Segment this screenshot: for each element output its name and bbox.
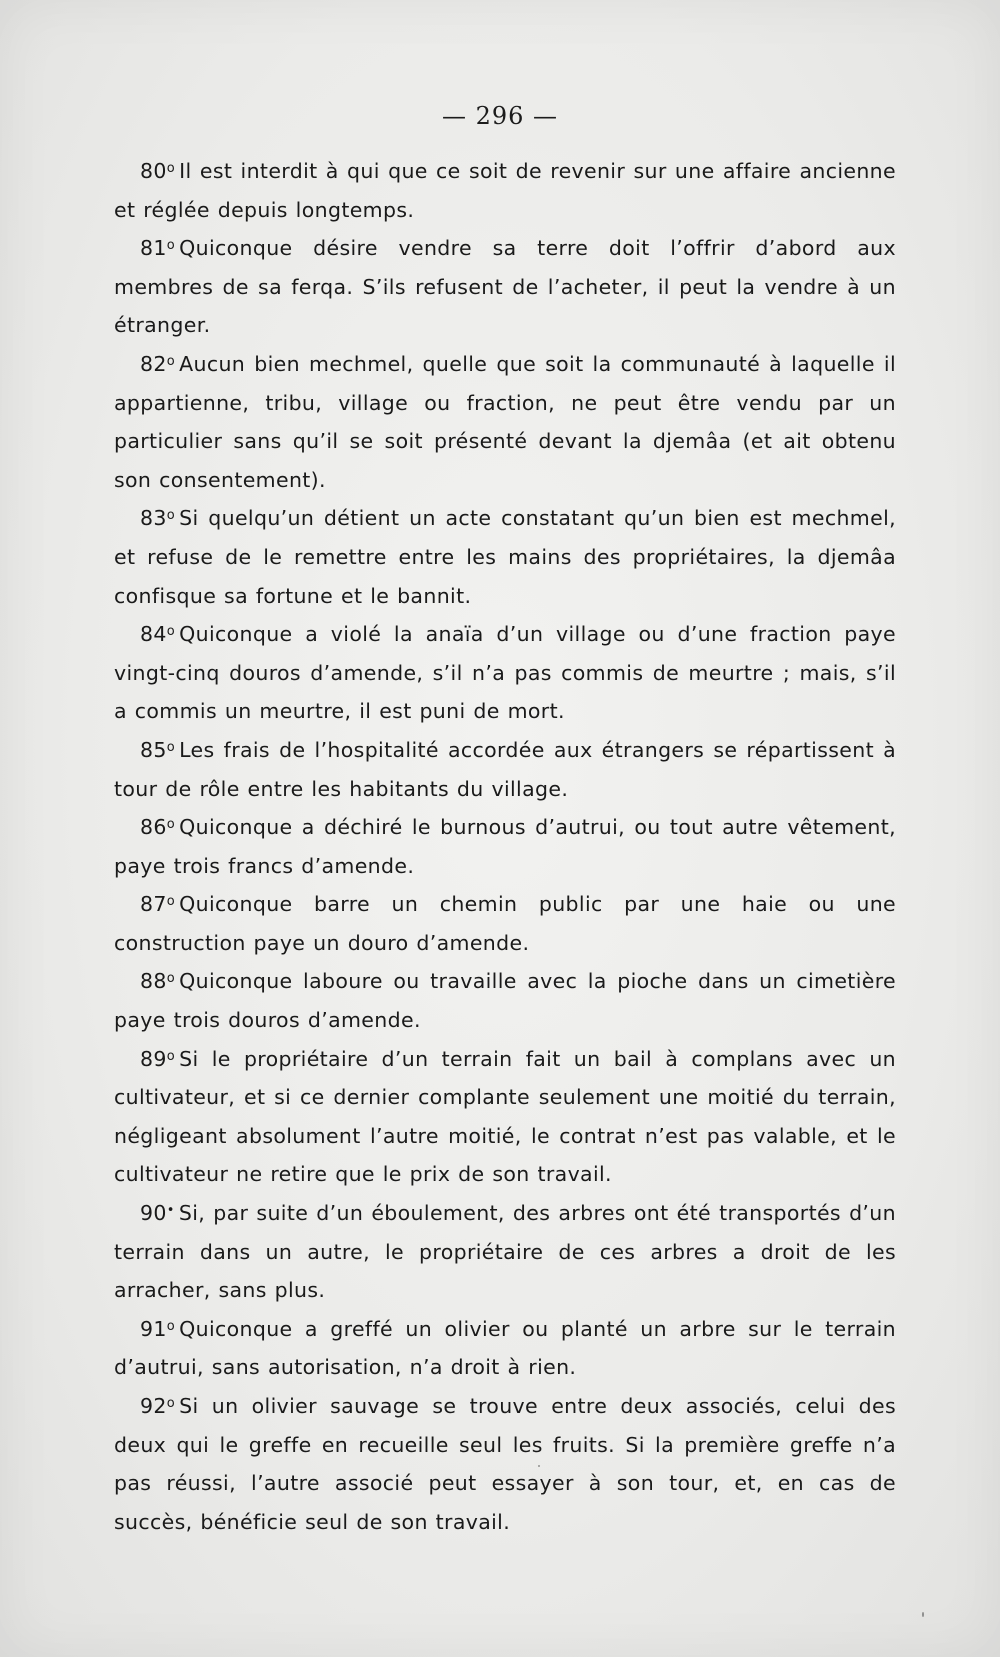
article-number: 86$^o$ bbox=[140, 815, 176, 840]
article-91 bbox=[114, 1310, 896, 1387]
article-80 bbox=[114, 152, 896, 229]
articles-body bbox=[114, 152, 896, 1541]
article-text: Quiconque a violé la anaïa d’un village ou d’une fraction paye vingt-cinq douros d’amende, s’il n’a pas commis de meurtre ; mais, s’il a commis un meurtre, il est puni de mort. bbox=[114, 622, 896, 724]
article-number: 81$^o$ bbox=[140, 236, 176, 261]
article-number: 89$^o$ bbox=[140, 1046, 176, 1071]
paper-speck bbox=[538, 1465, 540, 1467]
article-text: Quiconque a greffé un olivier ou planté un arbre sur le terrain d’autrui, sans autorisation, n’a droit à rien. bbox=[114, 1316, 896, 1380]
article-87 bbox=[114, 885, 896, 962]
article-text: Aucun bien mechmel, quelle que soit la communauté à laquelle il appartienne, tribu, village ou fraction, ne peut être vendu par un particulier sans qu’il se soit présenté devant la djemâa (et ait obtenu son consentement). bbox=[114, 351, 896, 492]
article-number: 85$^o$ bbox=[140, 737, 176, 762]
article-text: Quiconque laboure ou travaille avec la pioche dans un cimetière paye trois douros d’amende. bbox=[114, 969, 896, 1033]
article-85 bbox=[114, 731, 896, 808]
article-text: Si, par suite d’un éboulement, des arbres ont été transportés d’un terrain dans un autre, le propriétaire de ces arbres a droit de les arracher, sans plus. bbox=[114, 1201, 896, 1303]
article-number: 92$^o$ bbox=[140, 1394, 176, 1418]
article-text: Quiconque barre un chemin public par une haie ou une construction paye un douro d’amende. bbox=[114, 892, 896, 955]
article-number: 88$^o$ bbox=[140, 969, 176, 994]
article-text: Si un olivier sauvage se trouve entre deux associés, celui des deux qui le greffe en recueille seul les fruits. Si la première greffe n’a pas réussi, l’autre associé peut essayer à son tour, et, en cas de succès, bénéficie seul de son travail. bbox=[114, 1394, 896, 1534]
article-84 bbox=[114, 615, 896, 731]
article-number: 84$^o$ bbox=[140, 622, 176, 647]
article-88 bbox=[114, 962, 896, 1039]
article-number: 90• bbox=[140, 1201, 175, 1226]
article-92 bbox=[114, 1387, 896, 1541]
article-number: 80$^o$ bbox=[140, 159, 176, 183]
article-number: 83$^o$ bbox=[140, 506, 176, 531]
article-number: 82$^o$ bbox=[140, 351, 176, 376]
article-text: Il est interdit à qui que ce soit de revenir sur une affaire ancienne et réglée depuis longtemps. bbox=[114, 159, 896, 222]
article-81 bbox=[114, 229, 896, 345]
article-text: Les frais de l’hospitalité accordée aux étrangers se répartissent à tour de rôle entre les habitants du village. bbox=[114, 737, 896, 801]
paper-speck bbox=[922, 1612, 924, 1617]
article-text: Si quelqu’un détient un acte constatant qu’un bien est mechmel, et refuse de le remettre entre les mains des propriétaires, la djemâa confisque sa fortune et le bannit. bbox=[114, 506, 896, 608]
article-90 bbox=[114, 1194, 896, 1310]
article-text: Quiconque a déchiré le burnous d’autrui, ou tout autre vêtement, paye trois francs d’amende. bbox=[114, 815, 896, 878]
article-text: Si le propriétaire d’un terrain fait un bail à complans avec un cultivateur, et si ce dernier complante seulement une moitié du terrain, négligeant absolument l’autre moitié, le contrat n’est pas valable, et le cultivateur ne retire que le prix de son travail. bbox=[114, 1046, 896, 1187]
article-text: Quiconque désire vendre sa terre doit l’offrir d’abord aux membres de sa ferqa. S’ils refusent de l’acheter, il peut la vendre à un étranger. bbox=[114, 236, 896, 338]
article-83 bbox=[114, 499, 896, 615]
article-number: 91$^o$ bbox=[140, 1316, 176, 1341]
article-86 bbox=[114, 808, 896, 885]
page-number: — 296 — bbox=[441, 102, 559, 130]
article-number: 87$^o$ bbox=[140, 892, 176, 917]
article-82 bbox=[114, 345, 896, 499]
article-89 bbox=[114, 1040, 896, 1194]
